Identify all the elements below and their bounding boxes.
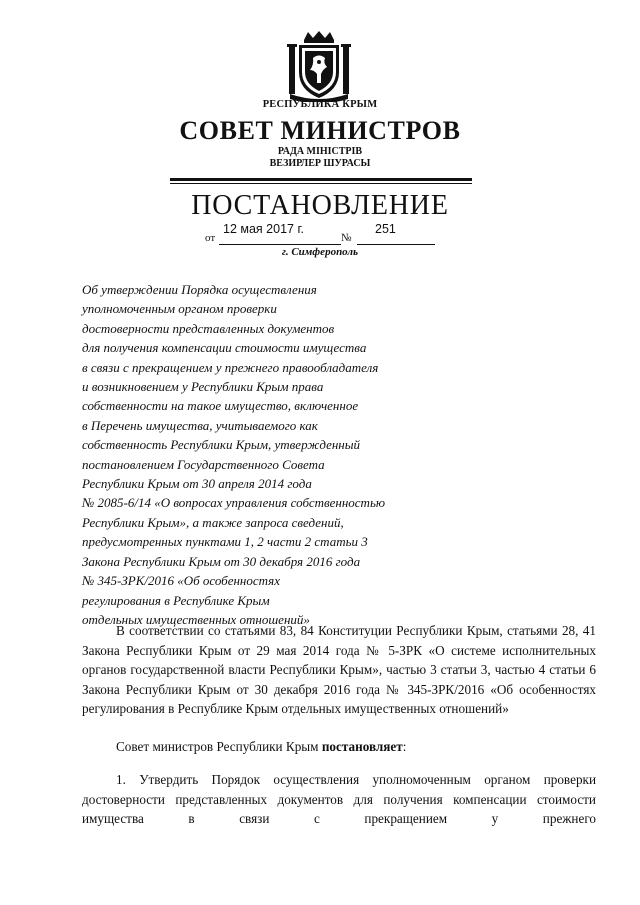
- item-1-paragraph: 1. Утвердить Порядок осуществления уполномоченным органом проверки достоверности представленных документов для получения компенсации стоимости имущества в связи с прекращением у прежнего: [82, 772, 596, 827]
- council-name-crimean-tatar: ВЕЗИРЛЕР ШУРАСЫ: [269, 158, 371, 169]
- date-number-row: [205, 222, 435, 246]
- council-name: СОВЕТ МИНИСТРОВ: [179, 116, 461, 145]
- subject-line: в Перечень имущества, учитываемого как: [82, 417, 318, 433]
- subject-line: и возникновением у Республики Крым права: [82, 379, 324, 395]
- header-divider-thick: [170, 178, 472, 181]
- preamble-paragraph: В соответствии со статьями 83, 84 Конституции Республики Крым, статьями 28, 41 Закона Республики Крым от 29 мая 2014 года № 5-ЗРК «О системе исполнительных органов государственной власти Республики Крым», частью 3 статьи 3, частью 4 статьи 6 Закона Республики Крым от 30 декабря 2016 года № 345-ЗРК/2016 «Об особенностях регулирования в Республике Крым отдельных имущественных отношений»: [82, 623, 596, 717]
- subject-line: Закона Республики Крым от 30 декабря 2016 года: [82, 553, 361, 569]
- subject-line: отдельных имущественных отношений»: [82, 611, 310, 627]
- document-type-title: ПОСТАНОВЛЕНИЕ: [191, 190, 449, 221]
- header-divider-thin: [170, 183, 472, 184]
- subject-line: предусмотренных пунктами 1, 2 части 2 статьи 3: [82, 534, 368, 550]
- document-number: 251: [375, 222, 396, 236]
- document-subject: [82, 280, 502, 629]
- subject-line: уполномоченным органом проверки: [82, 301, 277, 317]
- subject-line: в связи с прекращением у прежнего правообладателя: [82, 359, 379, 375]
- date-prefix: от: [205, 232, 216, 244]
- resolution-suffix: :: [402, 739, 407, 754]
- subject-line: достоверности представленных документов: [82, 320, 335, 336]
- council-name-ukrainian: РАДА МІНІСТРІВ: [277, 146, 363, 157]
- subject-line: регулирования в Республике Крым: [82, 592, 270, 608]
- subject-line: собственность Республики Крым, утвержденный: [82, 437, 361, 453]
- date-underline: [219, 244, 341, 245]
- number-underline: [357, 244, 435, 245]
- document-city: г. Симферополь: [281, 246, 359, 258]
- subject-line: Республики Крым от 30 апреля 2014 года: [82, 476, 312, 492]
- resolution-prefix: Совет министров Республики Крым: [116, 739, 322, 754]
- document-date: 12 мая 2017 г.: [223, 222, 304, 236]
- subject-line: постановлением Государственного Совета: [82, 456, 325, 472]
- resolution-keyword: постановляет: [321, 739, 403, 754]
- subject-line: для получения компенсации стоимости имущества: [82, 340, 367, 356]
- resolution-paragraph: [82, 737, 596, 757]
- subject-line: № 2085-6/14 «О вопросах управления собственностью: [82, 495, 386, 511]
- republic-name: РЕСПУБЛИКА КРЫМ: [262, 99, 378, 110]
- subject-line: собственности на такое имущество, включенное: [82, 398, 359, 414]
- number-prefix: №: [341, 232, 352, 244]
- crimea-coat-of-arms-icon: [286, 30, 352, 102]
- subject-line: Республики Крым», а также запроса сведений,: [82, 514, 344, 530]
- subject-line: Об утверждении Порядка осуществления: [82, 282, 317, 297]
- subject-line: № 345-ЗРК/2016 «Об особенностях: [82, 573, 280, 589]
